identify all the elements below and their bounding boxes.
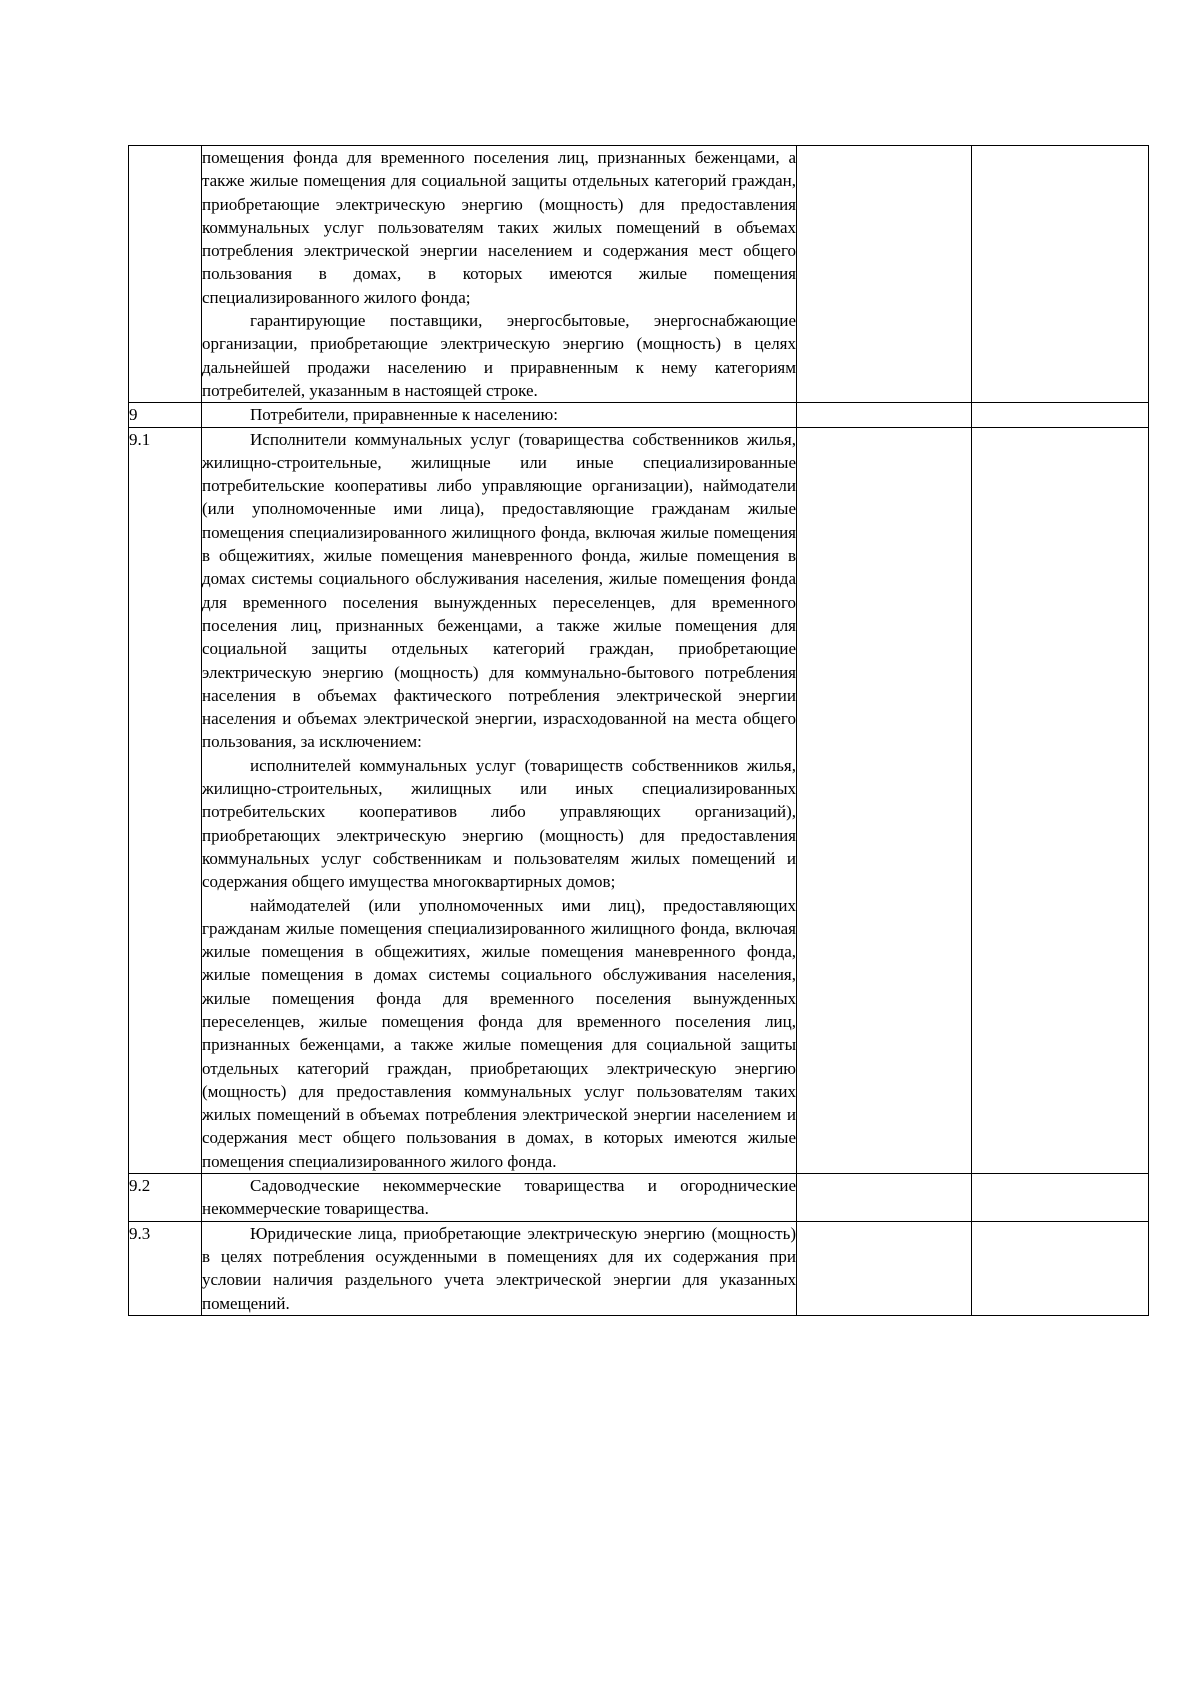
row-col3: [797, 1174, 972, 1222]
row-description: [202, 1174, 797, 1222]
row-col3: [797, 146, 972, 403]
table-row-9: [129, 403, 1149, 427]
table-row-9-2: [129, 1174, 1149, 1222]
paragraph: наймодателей (или уполномоченных ими лиц), предоставляющих гражданам жилые помещения специализированного жилищного фонда, включая жилые помещения в общежитиях, жилые помещения маневренного фонда, жилые помещения в домах системы социального обслуживания населения, жилые помещения фонда для временного поселения вынужденных переселенцев, жилые помещения фонда для временного поселения лиц, признанных беженцами, а также жилые помещения для социальной защиты отдельных категорий граждан, приобретающих электрическую энергию (мощность) для предоставления коммунальных услуг пользователям таких жилых помещений в объемах потребления электрической энергии населением и содержания мест общего пользования в домах, в которых имеются жилые помещения специализированного жилого фонда.: [202, 895, 796, 1171]
row-number: 9.2: [129, 1174, 202, 1222]
paragraph: помещения фонда для временного поселения лиц, признанных беженцами, а также жилые помещения для социальной защиты отдельных категорий граждан, приобретающие электрическую энергию (мощность) для предоставления коммунальных услуг пользователям таких жилых помещений в объемах потребления электрической энергии населением и содержания мест общего пользования в домах, в которых имеются жилые помещения специализированного жилого фонда;: [202, 148, 796, 307]
table-row-continuation: [129, 146, 1149, 403]
paragraph: гарантирующие поставщики, энергосбытовые, энергоснабжающие организации, приобретающие электрическую энергию (мощность) в целях дальнейшей продажи населению и приравненным к нему категориям потребителей, указанным в настоящей строке.: [202, 311, 796, 400]
paragraph: Юридические лица, приобретающие электрическую энергию (мощность) в целях потребления осужденными в помещениях для их содержания при условии наличия раздельного учета электрической энергии для указанных помещений.: [202, 1223, 796, 1313]
row-number: 9: [129, 403, 202, 427]
row-col3: [797, 427, 972, 1174]
paragraph: исполнителей коммунальных услуг (товариществ собственников жилья, жилищно-строительных, жилищных или иных специализированных потребительских кооперативов либо управляющих организаций), приобретающих электрическую энергию (мощность) для предоставления коммунальных услуг собственникам и пользователям жилых помещений и содержания общего имущества многоквартирных домов;: [202, 755, 796, 892]
row-description: [202, 427, 797, 1174]
table-row-9-1: [129, 427, 1149, 1174]
paragraph: Садоводческие некоммерческие товарищества и огороднические некоммерческие товарищества.: [202, 1176, 796, 1219]
row-col4: [972, 1221, 1149, 1315]
row-col4: [972, 146, 1149, 403]
row-col4: [972, 403, 1149, 427]
row-number: 9.1: [129, 427, 202, 1174]
row-col3: [797, 1221, 972, 1315]
row-number: 9.3: [129, 1221, 202, 1315]
document-table: [128, 145, 1149, 1316]
row-number: [129, 146, 202, 403]
row-description: [202, 146, 797, 403]
table-row-9-3: [129, 1221, 1149, 1315]
row-description: [202, 1221, 797, 1315]
paragraph: Потребители, приравненные к населению:: [250, 405, 558, 425]
row-col4: [972, 427, 1149, 1174]
row-col4: [972, 1174, 1149, 1222]
row-description: [202, 403, 797, 427]
paragraph: Исполнители коммунальных услуг (товарищества собственников жилья, жилищно-строительные, жилищные или иные специализированные потребительские кооперативы либо управляющие организации), наймодатели (или уполномоченные ими лица), предоставляющие гражданам жилые помещения специализированного жилищного фонда, включая жилые помещения в общежитиях, жилые помещения маневренного фонда, жилые помещения в домах системы социального обслуживания населения, жилые помещения фонда для временного поселения вынужденных переселенцев, для временного поселения лиц, признанных беженцами, а также жилые помещения для социальной защиты отдельных категорий граждан, приобретающие электрическую энергию (мощность) для коммунально-бытового потребления населения в объемах фактического потребления электрической энергии населения и объемах электрической энергии, израсходованной на места общего пользования, за исключением:: [202, 429, 796, 752]
row-col3: [797, 403, 972, 427]
